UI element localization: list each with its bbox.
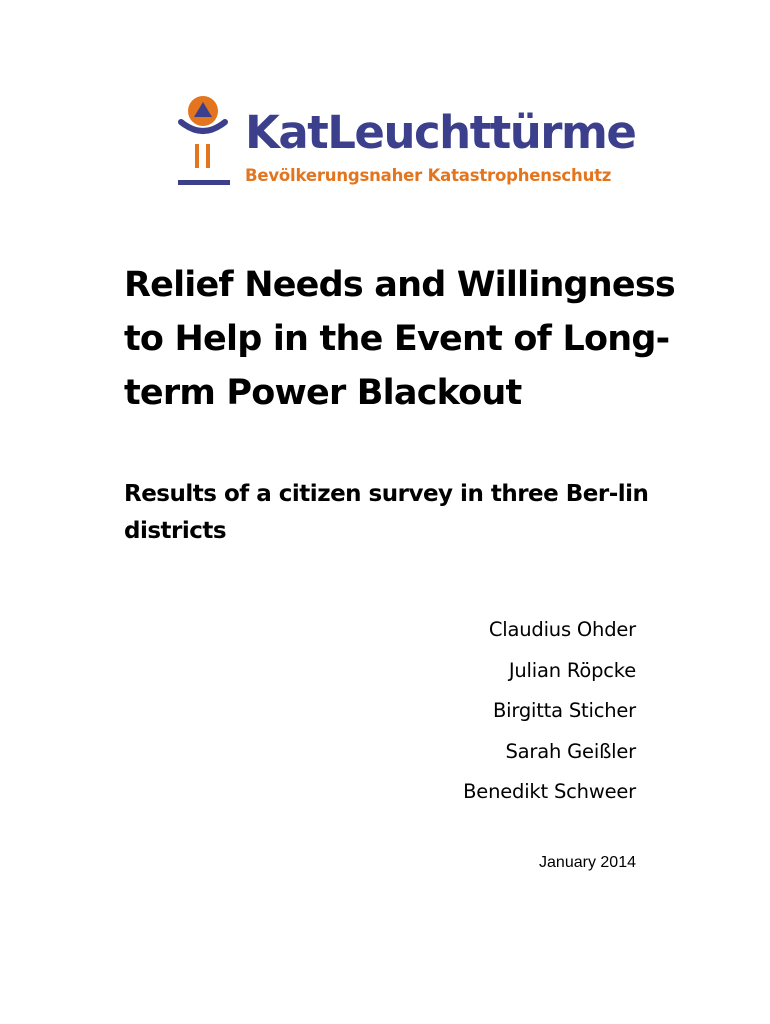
logo-wordmark: KatLeuchttürme — [245, 106, 636, 159]
lighthouse-icon — [175, 94, 241, 194]
author-list — [463, 610, 636, 813]
author-name: Claudius Ohder — [488, 618, 636, 641]
author-name: Sarah Geißler — [505, 739, 636, 763]
author-name: Julian Röpcke — [508, 658, 636, 682]
publication-date: January 2014 — [539, 854, 636, 871]
author-name: Benedikt Schweer — [463, 780, 636, 803]
logo-tagline: Bevölkerungsnaher Katastrophenschutz — [245, 166, 612, 185]
document-subtitle: Results of a citizen survey in three Ber-lin districts — [124, 481, 649, 544]
logo — [175, 94, 635, 194]
document-title: Relief Needs and Willingness to Help in the Event of Long-term Power Blackout — [124, 265, 675, 413]
author-name: Birgitta Sticher — [492, 699, 636, 722]
